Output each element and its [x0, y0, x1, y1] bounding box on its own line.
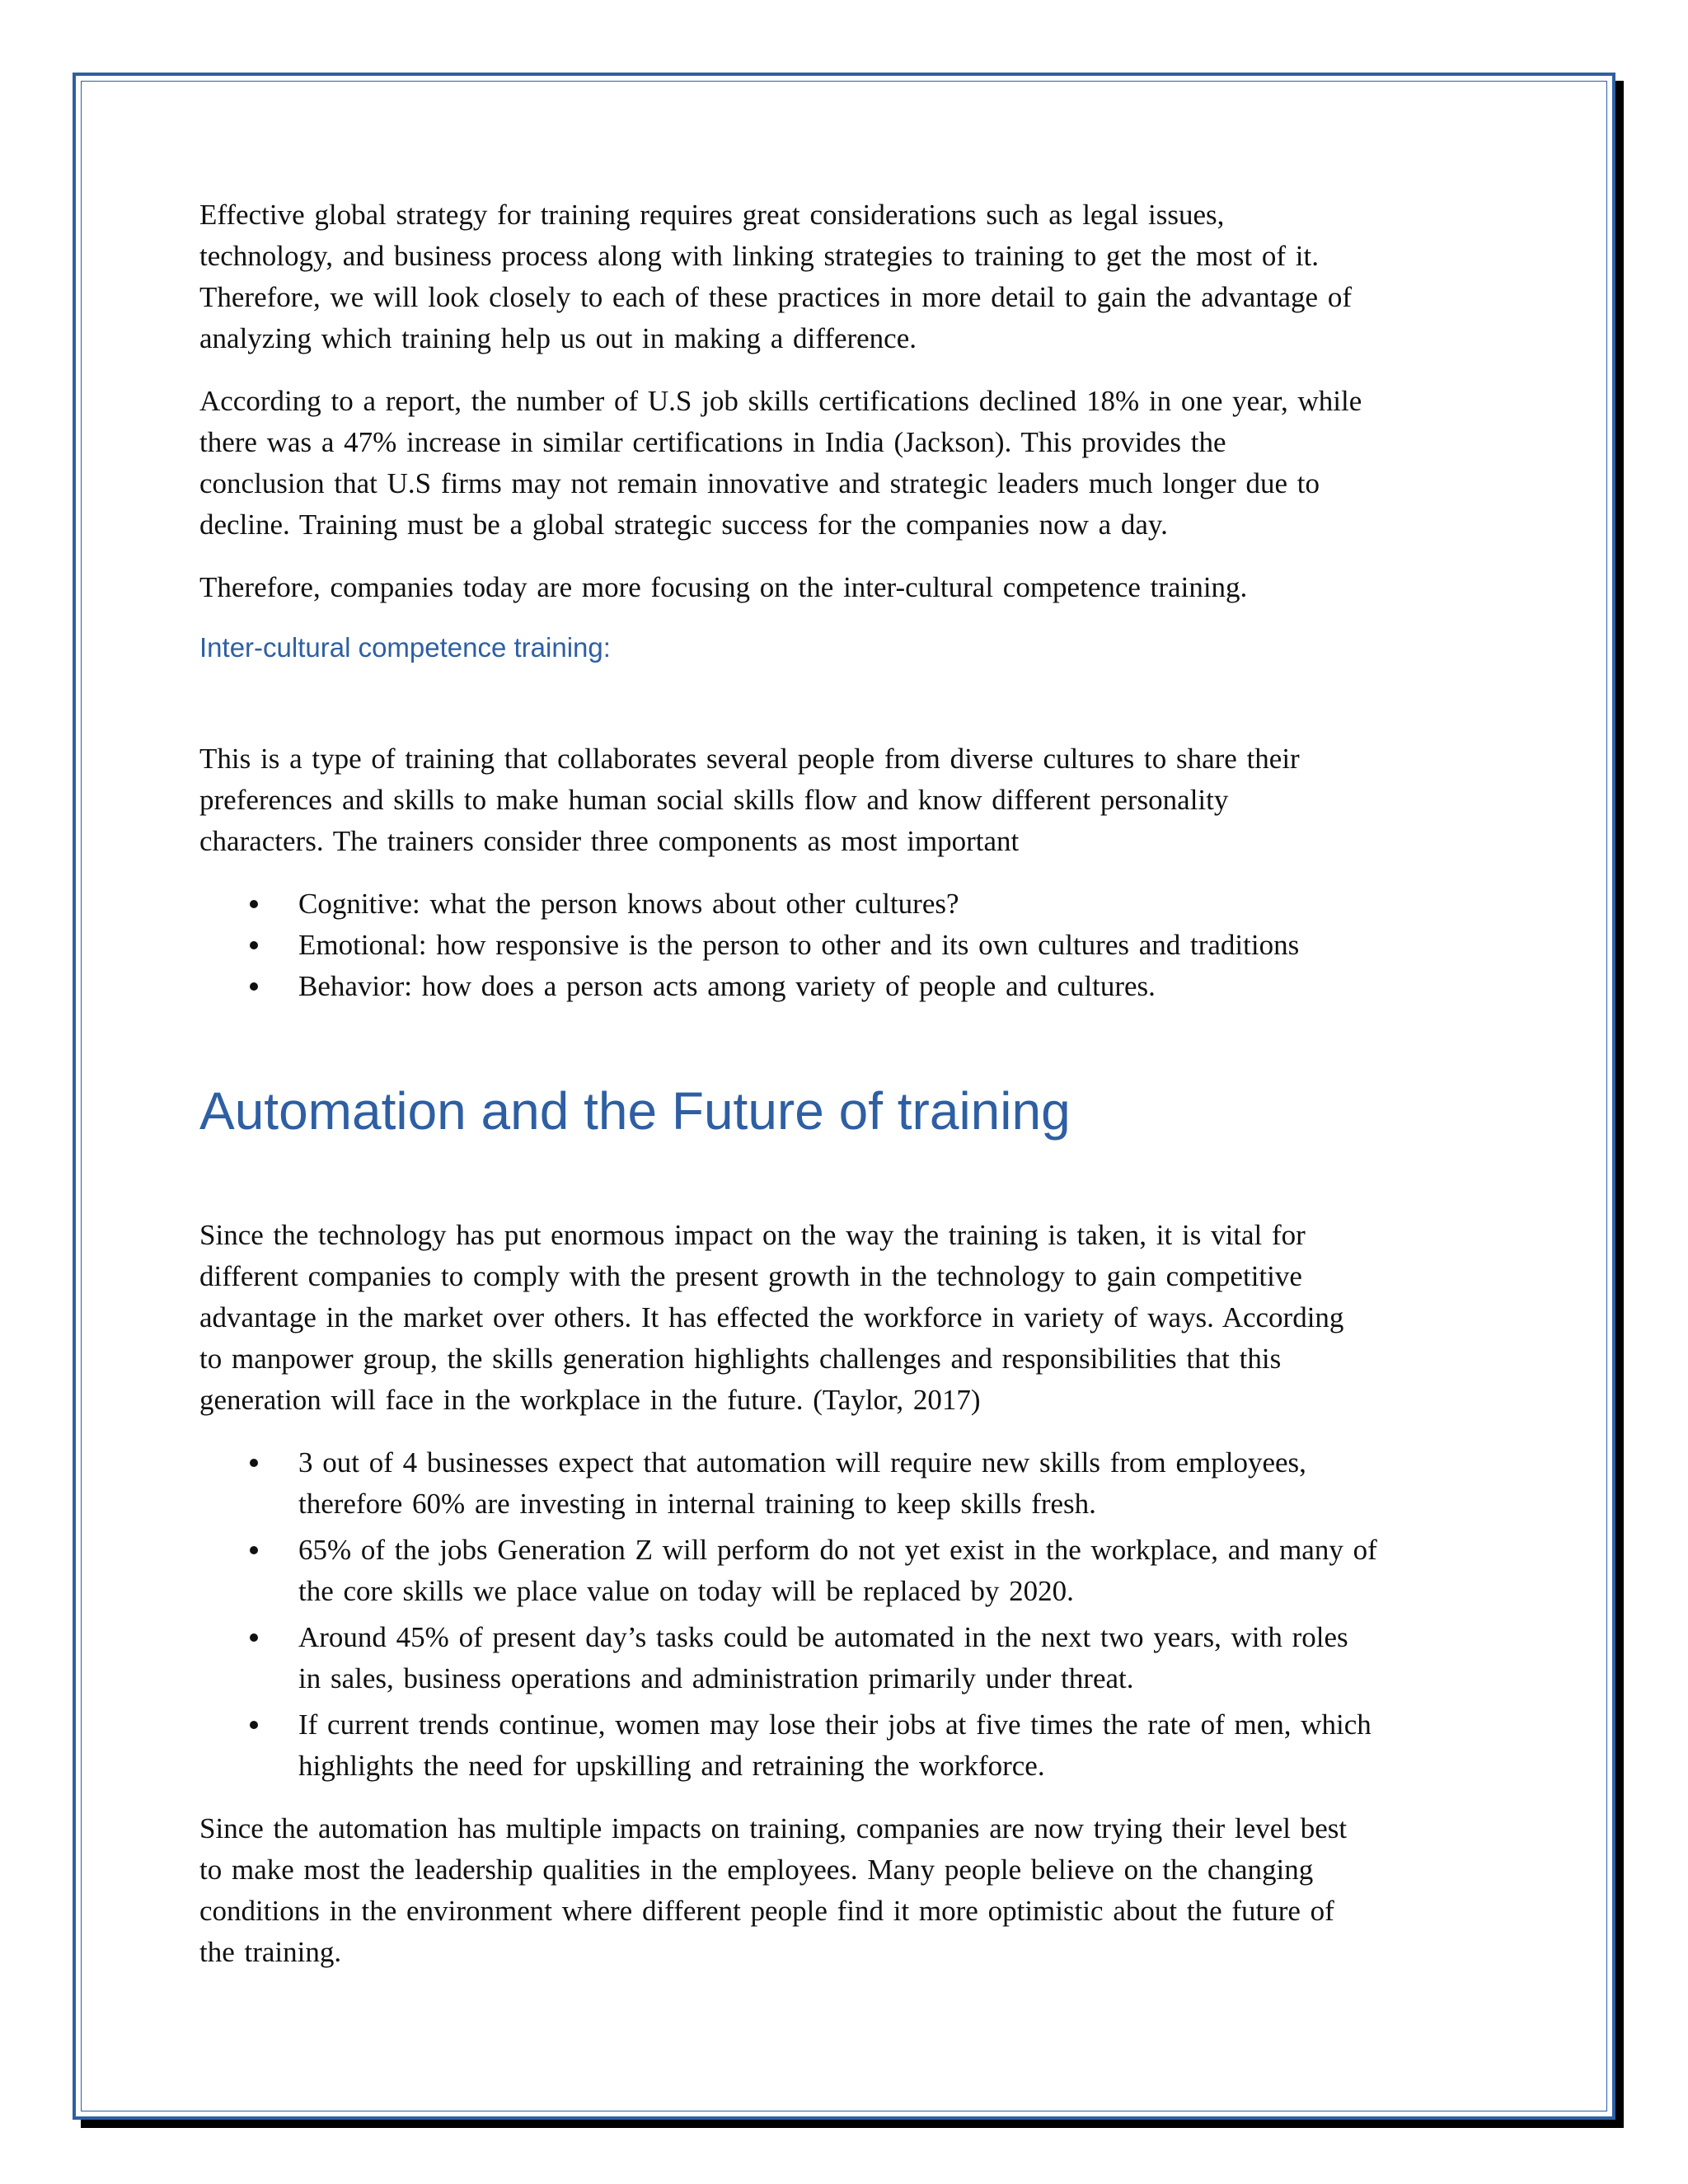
- document-body: [199, 194, 1502, 1994]
- automation-bullet-list: [199, 1442, 1502, 1787]
- text-line: therefore 60% are investing in internal training to keep skills fresh.: [298, 1488, 1096, 1520]
- bullet-icon: [250, 900, 258, 908]
- list-item: [199, 925, 1502, 966]
- intercultural-bullet-list: [199, 883, 1502, 1007]
- text-line: to manpower group, the skills generation highlights challenges and responsibilities that this: [199, 1343, 1282, 1375]
- bullet-icon: [250, 1546, 258, 1554]
- text-line: Cognitive: what the person knows about other cultures?: [298, 888, 959, 920]
- text-line: to make most the leadership qualities in the employees. Many people believe on the changing: [199, 1854, 1314, 1886]
- list-item: [199, 1442, 1502, 1525]
- text-line: Since the technology has put enormous impact on the way the training is taken, it is vital for: [199, 1219, 1306, 1251]
- text-line: Effective global strategy for training requires great considerations such as legal issues,: [199, 199, 1225, 231]
- bullet-icon: [250, 1459, 258, 1467]
- text-line: This is a type of training that collaborates several people from diverse cultures to share their: [199, 743, 1300, 775]
- text-line: Behavior: how does a person acts among variety of people and cultures.: [298, 970, 1156, 1002]
- text-line: Around 45% of present day’s tasks could be automated in the next two years, with roles: [298, 1621, 1348, 1653]
- text-line: Therefore, companies today are more focusing on the inter-cultural competence training.: [199, 571, 1248, 603]
- list-item: [199, 1617, 1502, 1699]
- closing-paragraph: [199, 1808, 1502, 1973]
- text-line: characters. The trainers consider three components as most important: [199, 825, 1020, 857]
- text-line: Emotional: how responsive is the person to other and its own cultures and traditions: [298, 929, 1300, 961]
- text-line: conditions in the environment where different people find it more optimistic about the future of: [199, 1895, 1334, 1927]
- bullet-icon: [250, 1721, 258, 1729]
- bullet-icon: [250, 941, 258, 949]
- text-line: Therefore, we will look closely to each of these practices in more detail to gain the advantage of: [199, 281, 1352, 313]
- text-line: technology, and business process along with linking strategies to training to get the most of it.: [199, 240, 1319, 272]
- text-line: preferences and skills to make human social skills flow and know different personality: [199, 784, 1229, 816]
- list-item: [199, 1704, 1502, 1787]
- text-line: there was a 47% increase in similar certifications in India (Jackson). This provides the: [199, 426, 1226, 458]
- bullet-icon: [250, 1633, 258, 1642]
- list-item: [199, 966, 1502, 1007]
- text-line: According to a report, the number of U.S job skills certifications declined 18% in one year, while: [199, 385, 1362, 417]
- text-line: the training.: [199, 1936, 342, 1968]
- text-line: 65% of the jobs Generation Z will perform do not yet exist in the workplace, and many of: [298, 1534, 1377, 1566]
- text-line: conclusion that U.S firms may not remain innovative and strategic leaders much longer due to: [199, 467, 1320, 499]
- text-line: generation will face in the workplace in the future. (Taylor, 2017): [199, 1384, 981, 1416]
- section-heading-automation: Automation and the Future of training: [199, 1081, 1071, 1141]
- intro-paragraph-3: [199, 567, 1502, 608]
- text-line: different companies to comply with the present growth in the technology to gain competitive: [199, 1260, 1302, 1292]
- text-line: decline. Training must be a global strategic success for the companies now a day.: [199, 509, 1168, 541]
- subheading-intercultural: Inter-cultural competence training:: [199, 632, 611, 663]
- text-line: highlights the need for upskilling and retraining the workforce.: [298, 1750, 1045, 1782]
- intercultural-paragraph: [199, 738, 1502, 862]
- text-line: the core skills we place value on today will be replaced by 2020.: [298, 1575, 1074, 1607]
- text-line: analyzing which training help us out in making a difference.: [199, 322, 917, 354]
- intro-paragraph-2: [199, 381, 1502, 546]
- intro-paragraph-1: [199, 194, 1502, 359]
- bullet-icon: [250, 982, 258, 991]
- text-line: advantage in the market over others. It has effected the workforce in variety of ways. According: [199, 1301, 1344, 1333]
- automation-paragraph: [199, 1215, 1502, 1421]
- text-line: in sales, business operations and administration primarily under threat.: [298, 1662, 1134, 1694]
- text-line: 3 out of 4 businesses expect that automation will require new skills from employees,: [298, 1446, 1306, 1479]
- text-line: If current trends continue, women may lose their jobs at five times the rate of men, which: [298, 1708, 1372, 1741]
- list-item: [199, 883, 1502, 925]
- list-item: [199, 1530, 1502, 1612]
- text-line: Since the automation has multiple impacts on training, companies are now trying their level best: [199, 1812, 1348, 1844]
